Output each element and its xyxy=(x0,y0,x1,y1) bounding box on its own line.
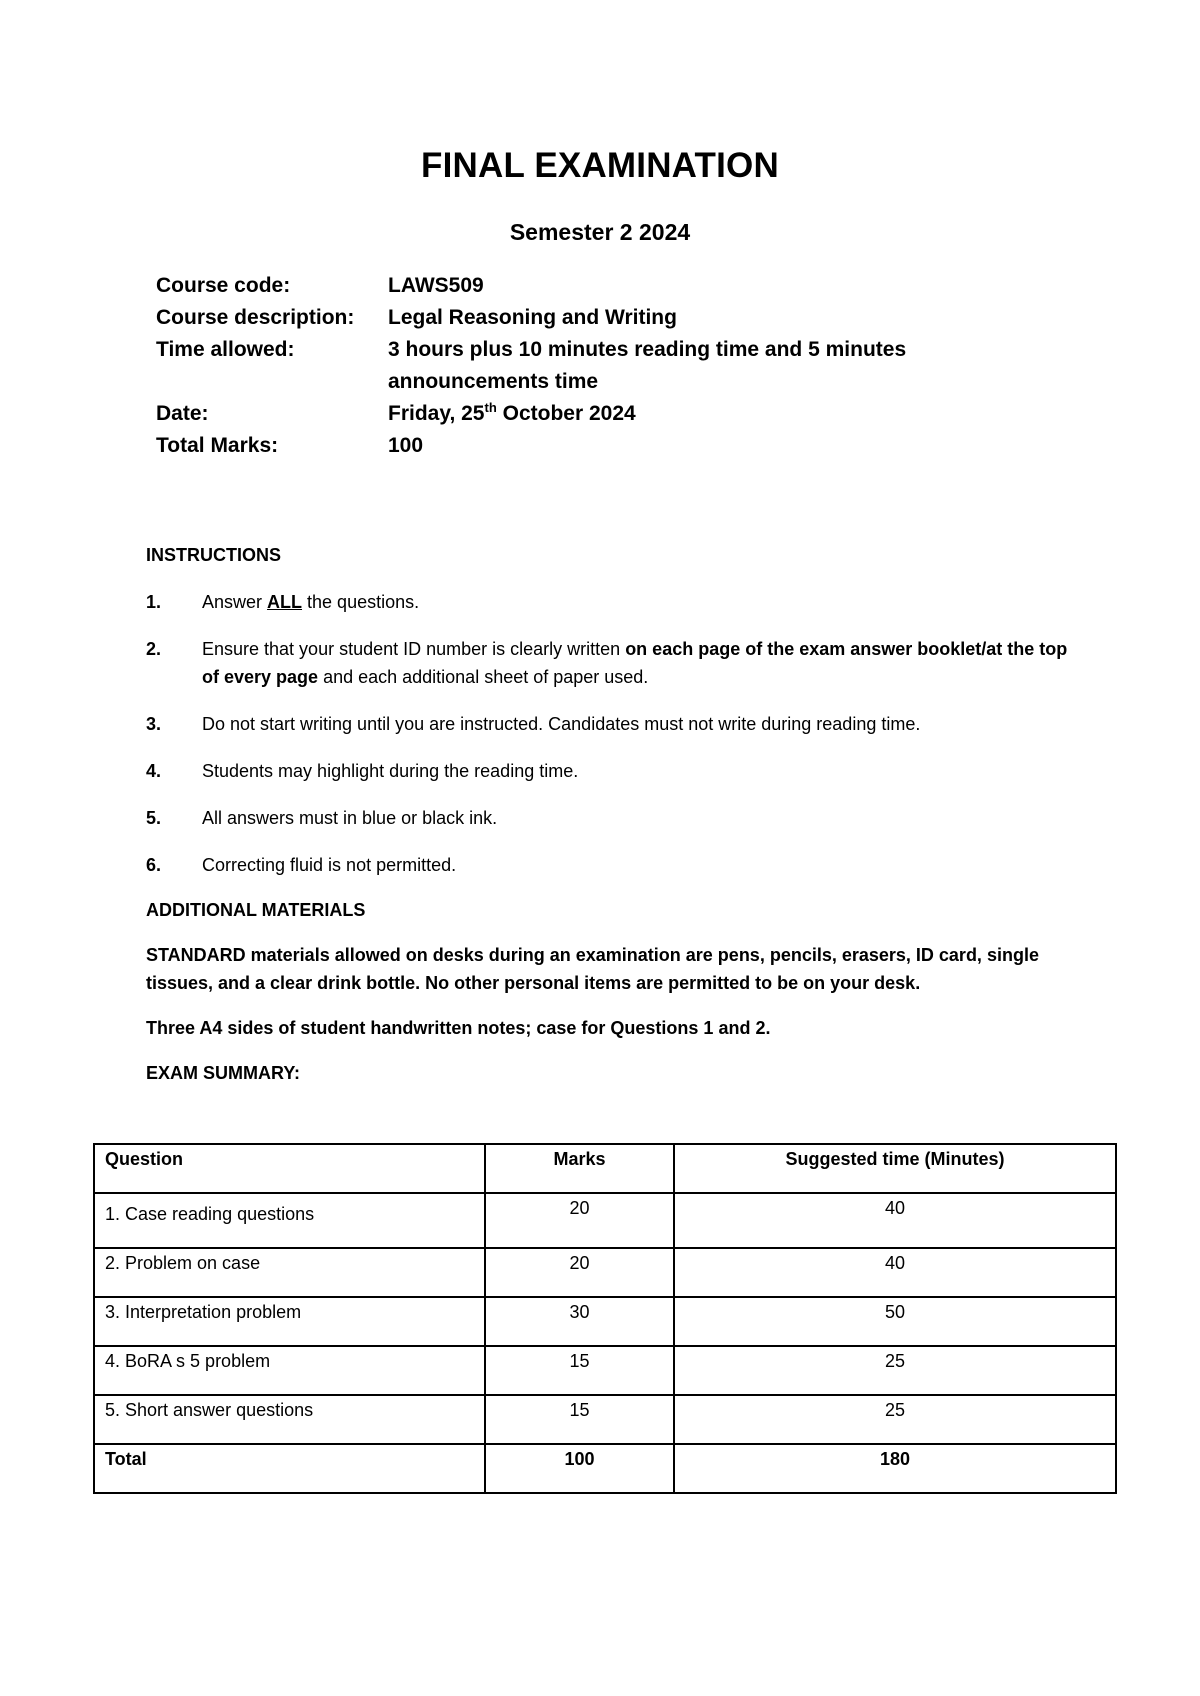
date-suffix: October 2024 xyxy=(496,402,636,425)
table-row xyxy=(94,1395,1116,1444)
instructions-heading: INSTRUCTIONS xyxy=(146,545,281,565)
course-code-value: LAWS509 xyxy=(388,274,484,297)
date-label: Date: xyxy=(156,402,209,425)
instructions-section xyxy=(146,541,1076,1087)
instruction-text: All answers must in blue or black ink. xyxy=(202,808,498,828)
instruction-text xyxy=(202,635,1076,691)
instruction-text: Do not start writing until you are instructed. Candidates must not write during reading time. xyxy=(202,714,921,734)
course-code-label: Course code: xyxy=(156,274,291,297)
time-allowed-row xyxy=(156,334,1016,398)
table-header-row xyxy=(94,1144,1116,1193)
instruction-text-part: Answer xyxy=(202,592,268,612)
instruction-number: 6. xyxy=(146,855,162,875)
instruction-item xyxy=(146,851,1076,879)
instruction-item xyxy=(146,635,1076,691)
marks-cell: 20 xyxy=(485,1193,674,1248)
course-desc-value: Legal Reasoning and Writing xyxy=(388,306,677,329)
question-cell: 2. Problem on case xyxy=(94,1248,485,1297)
total-label-cell: Total xyxy=(94,1444,485,1493)
instruction-text-part: Ensure that your student ID number is clearly written xyxy=(202,639,626,659)
instruction-number: 4. xyxy=(146,761,162,781)
time-allowed-value: 3 hours plus 10 minutes reading time and 5 minutes announcements time xyxy=(388,338,907,393)
instruction-item xyxy=(146,804,1076,832)
column-header-time: Suggested time (Minutes) xyxy=(674,1144,1116,1193)
marks-cell: 20 xyxy=(485,1248,674,1297)
course-desc-row xyxy=(156,302,1016,334)
exam-summary-table xyxy=(93,1143,1117,1494)
column-header-marks: Marks xyxy=(485,1144,674,1193)
marks-cell: 30 xyxy=(485,1297,674,1346)
time-allowed-label: Time allowed: xyxy=(156,338,295,361)
question-cell: 3. Interpretation problem xyxy=(94,1297,485,1346)
instruction-number: 1. xyxy=(146,592,162,612)
time-cell: 50 xyxy=(674,1297,1116,1346)
course-details xyxy=(156,270,1016,462)
instruction-number: 5. xyxy=(146,808,162,828)
page-title: FINAL EXAMINATION xyxy=(421,146,779,185)
instruction-number: 3. xyxy=(146,714,162,734)
instruction-text-part: and each additional sheet of paper used. xyxy=(318,667,649,687)
instruction-item xyxy=(146,757,1076,785)
instruction-emphasis: ALL xyxy=(267,592,303,612)
exam-summary-heading: EXAM SUMMARY: xyxy=(146,1063,300,1083)
total-marks-row xyxy=(156,430,1016,462)
time-cell: 25 xyxy=(674,1346,1116,1395)
total-marks-cell: 100 xyxy=(485,1444,674,1493)
date-ordinal: th xyxy=(484,400,497,415)
date-row xyxy=(156,398,1016,430)
instruction-text: Students may highlight during the reading time. xyxy=(202,761,579,781)
total-marks-value: 100 xyxy=(388,434,424,457)
marks-cell: 15 xyxy=(485,1346,674,1395)
date-prefix: Friday, 25 xyxy=(388,402,485,425)
course-code-row xyxy=(156,270,1016,302)
instructions-list xyxy=(146,588,1076,879)
instruction-text-part: the questions. xyxy=(302,592,420,612)
instruction-emphasis: on each page of the exam answer booklet/at the top of every page xyxy=(202,639,1068,687)
table-row xyxy=(94,1248,1116,1297)
marks-cell: 15 xyxy=(485,1395,674,1444)
instruction-item xyxy=(146,588,1076,616)
table-row xyxy=(94,1346,1116,1395)
question-cell: 5. Short answer questions xyxy=(94,1395,485,1444)
table-total-row xyxy=(94,1444,1116,1493)
page-subtitle: Semester 2 2024 xyxy=(509,219,691,245)
instruction-text: Correcting fluid is not permitted. xyxy=(202,855,457,875)
time-cell: 40 xyxy=(674,1248,1116,1297)
instruction-number: 2. xyxy=(146,639,162,659)
instruction-item xyxy=(146,710,1076,738)
question-cell: 4. BoRA s 5 problem xyxy=(94,1346,485,1395)
date-value xyxy=(388,398,1016,430)
column-header-question: Question xyxy=(94,1144,485,1193)
total-marks-label: Total Marks: xyxy=(156,434,279,457)
handwritten-notes-text: Three A4 sides of student handwritten notes; case for Questions 1 and 2. xyxy=(146,1018,771,1038)
question-cell: 1. Case reading questions xyxy=(94,1193,485,1248)
time-cell: 25 xyxy=(674,1395,1116,1444)
table-row xyxy=(94,1297,1116,1346)
total-time-cell: 180 xyxy=(674,1444,1116,1493)
standard-materials-text: STANDARD materials allowed on desks during an examination are pens, pencils, erasers, ID card, single tissues, and a clear drink bottle. No other personal items are permitted to be on your desk. xyxy=(146,945,1039,993)
course-desc-label: Course description: xyxy=(156,306,355,329)
instruction-text xyxy=(202,588,1076,616)
table-row xyxy=(94,1193,1116,1248)
time-cell: 40 xyxy=(674,1193,1116,1248)
additional-materials-heading: ADDITIONAL MATERIALS xyxy=(146,900,366,920)
